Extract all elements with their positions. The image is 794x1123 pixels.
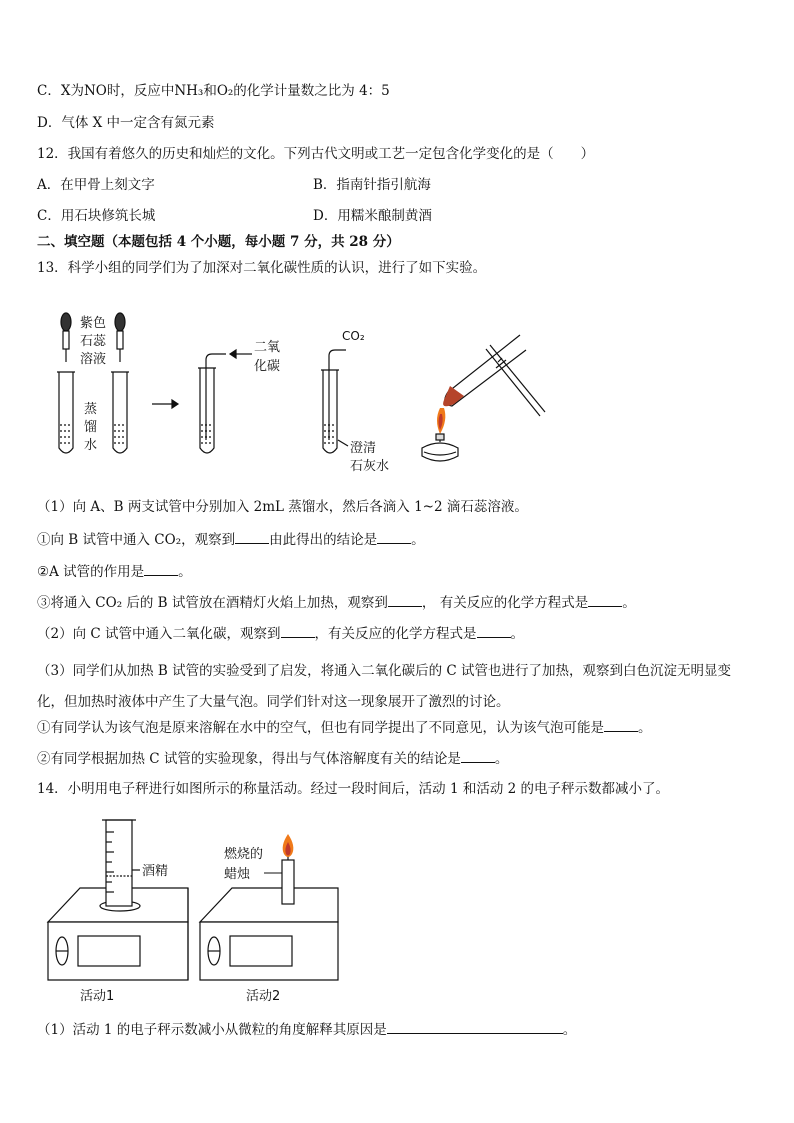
q13-1a-text-3: 。 <box>411 532 425 548</box>
test-tube-c-icon <box>321 350 348 453</box>
q14-part-1 <box>37 1020 576 1039</box>
alcohol-label: 酒精 <box>142 864 169 879</box>
scale-2-icon <box>200 888 338 980</box>
answer-blank[interactable] <box>461 749 495 763</box>
answer-blank[interactable] <box>387 1020 563 1034</box>
activity-1-label: 活动1 <box>80 989 115 1004</box>
answer-blank[interactable] <box>388 593 422 607</box>
option-d-line: D．气体 X 中一定含有氮元素 <box>37 115 215 131</box>
co2-label: CO₂ <box>342 329 365 343</box>
q13-part-1: （1）向 A、B 两支试管中分别加入 2mL 蒸馏水，然后各滴入 1~2 滴石蕊溶液。 <box>37 499 528 515</box>
q13-1a-text-2: 由此得出的结论是 <box>269 532 378 548</box>
right-arrow-icon <box>152 400 178 408</box>
water-label-3: 水 <box>84 438 98 453</box>
co2-gas-label-1: 二氧 <box>254 340 281 355</box>
alcohol-lamp-heating-icon <box>422 335 545 461</box>
co2-experiment-figure <box>40 300 560 480</box>
question-13: 13．科学小组的同学们为了加深对二氧化碳性质的认识，进行了如下实验。 <box>37 260 487 276</box>
answer-blank[interactable] <box>144 562 178 576</box>
burning-candle-icon <box>282 834 294 904</box>
q12-option-a: A．在甲骨上刻文字 <box>37 177 155 193</box>
litmus-label-2: 石蕊 <box>80 334 107 349</box>
q13-part-3: （3）同学们从加热 B 试管的实验受到了启发，将通入二氧化碳后的 C 试管也进行了加热，观察到白色沉淀无明显变化，但加热时液体中产生了大量气泡。同学们针对这一现象展开了激烈的讨论。 <box>37 663 732 710</box>
q13-2-text-1: （2）向 C 试管中通入二氧化碳，观察到 <box>37 626 281 642</box>
test-tube-a-icon <box>57 372 75 453</box>
q13-part-1c <box>37 593 636 612</box>
q13-part-2 <box>37 624 524 643</box>
litmus-label-3: 溶液 <box>80 352 107 367</box>
dropper-a-icon <box>61 313 71 362</box>
candle-label-2: 蜡烛 <box>224 867 251 882</box>
question-12: 12．我国有着悠久的历史和灿烂的文化。下列古代文明或工艺一定包含化学变化的是（ ） <box>37 146 595 162</box>
answer-blank[interactable] <box>235 530 269 544</box>
water-label-1: 蒸 <box>84 402 98 417</box>
gas-inlet-arrow-icon <box>230 350 252 358</box>
answer-blank[interactable] <box>477 624 511 638</box>
q14-1-text-2: 。 <box>562 1022 577 1038</box>
q12-option-d: D．用糯米酿制黄酒 <box>313 208 432 224</box>
q14-1-text-1: （1）活动 1 的电子秤示数减小从微粒的角度解释其原因是 <box>37 1022 387 1038</box>
q12-option-c: C．用石块修筑长城 <box>37 208 156 224</box>
q13-part-1b <box>37 562 192 581</box>
dropper-b-icon <box>115 313 125 362</box>
q13-1b-text-1: ②A 试管的作用是 <box>37 564 145 580</box>
candle-label-1: 燃烧的 <box>224 847 264 862</box>
answer-blank[interactable] <box>377 530 411 544</box>
activity-2-label: 活动2 <box>246 989 281 1004</box>
water-label-2: 馏 <box>84 420 98 435</box>
q13-part-3a <box>37 718 652 737</box>
co2-gas-label-2: 化碳 <box>254 359 281 374</box>
q13-1b-text-2: 。 <box>178 564 192 580</box>
q13-2-text-3: 。 <box>510 626 525 642</box>
q13-3b-text-1: ②有同学根据加热 C 试管的实验现象，得出与气体溶解度有关的结论是 <box>37 751 461 767</box>
test-tube-b-co2-icon <box>198 354 226 453</box>
q13-part-1a <box>37 530 425 549</box>
q13-2-text-2: ，有关反应的化学方程式是 <box>314 626 477 642</box>
q13-1c-text-1: ③将通入 CO₂ 后的 B 试管放在酒精灯火焰上加热，观察到 <box>37 595 388 611</box>
limewater-label-2: 石灰水 <box>350 459 390 474</box>
option-c-line: C．X为NO时，反应中NH₃和O₂的化学计量数之比为 4：5 <box>37 83 390 99</box>
answer-blank[interactable] <box>281 624 315 638</box>
q13-part-3b <box>37 749 508 768</box>
answer-blank[interactable] <box>588 593 622 607</box>
q13-3b-text-2: 。 <box>494 751 509 767</box>
q13-3a-text-1: ①有同学认为该气泡是原来溶解在水中的空气，但也有同学提出了不同意见，认为该气泡可能是 <box>37 720 604 736</box>
electronic-scale-figure <box>40 812 360 1012</box>
litmus-label-1: 紫色 <box>80 316 107 331</box>
answer-blank[interactable] <box>604 718 638 732</box>
q13-3a-text-2: 。 <box>638 720 652 736</box>
section-2-heading: 二、填空题（本题包括 4 个小题，每小题 7 分，共 28 分） <box>37 234 400 250</box>
test-tube-b-icon <box>111 372 129 453</box>
q13-1c-text-2: ， 有关反应的化学方程式是 <box>421 595 589 611</box>
q12-option-b: B．指南针指引航海 <box>313 177 431 193</box>
limewater-label-1: 澄清 <box>350 441 377 456</box>
q13-1a-text-1: ①向 B 试管中通入 CO₂，观察到 <box>37 532 236 548</box>
q13-1c-text-3: 。 <box>622 595 636 611</box>
question-14: 14．小明用电子秤进行如图所示的称量活动。经过一段时间后，活动 1 和活动 2 的电子秤示数都减小了。 <box>37 781 670 797</box>
